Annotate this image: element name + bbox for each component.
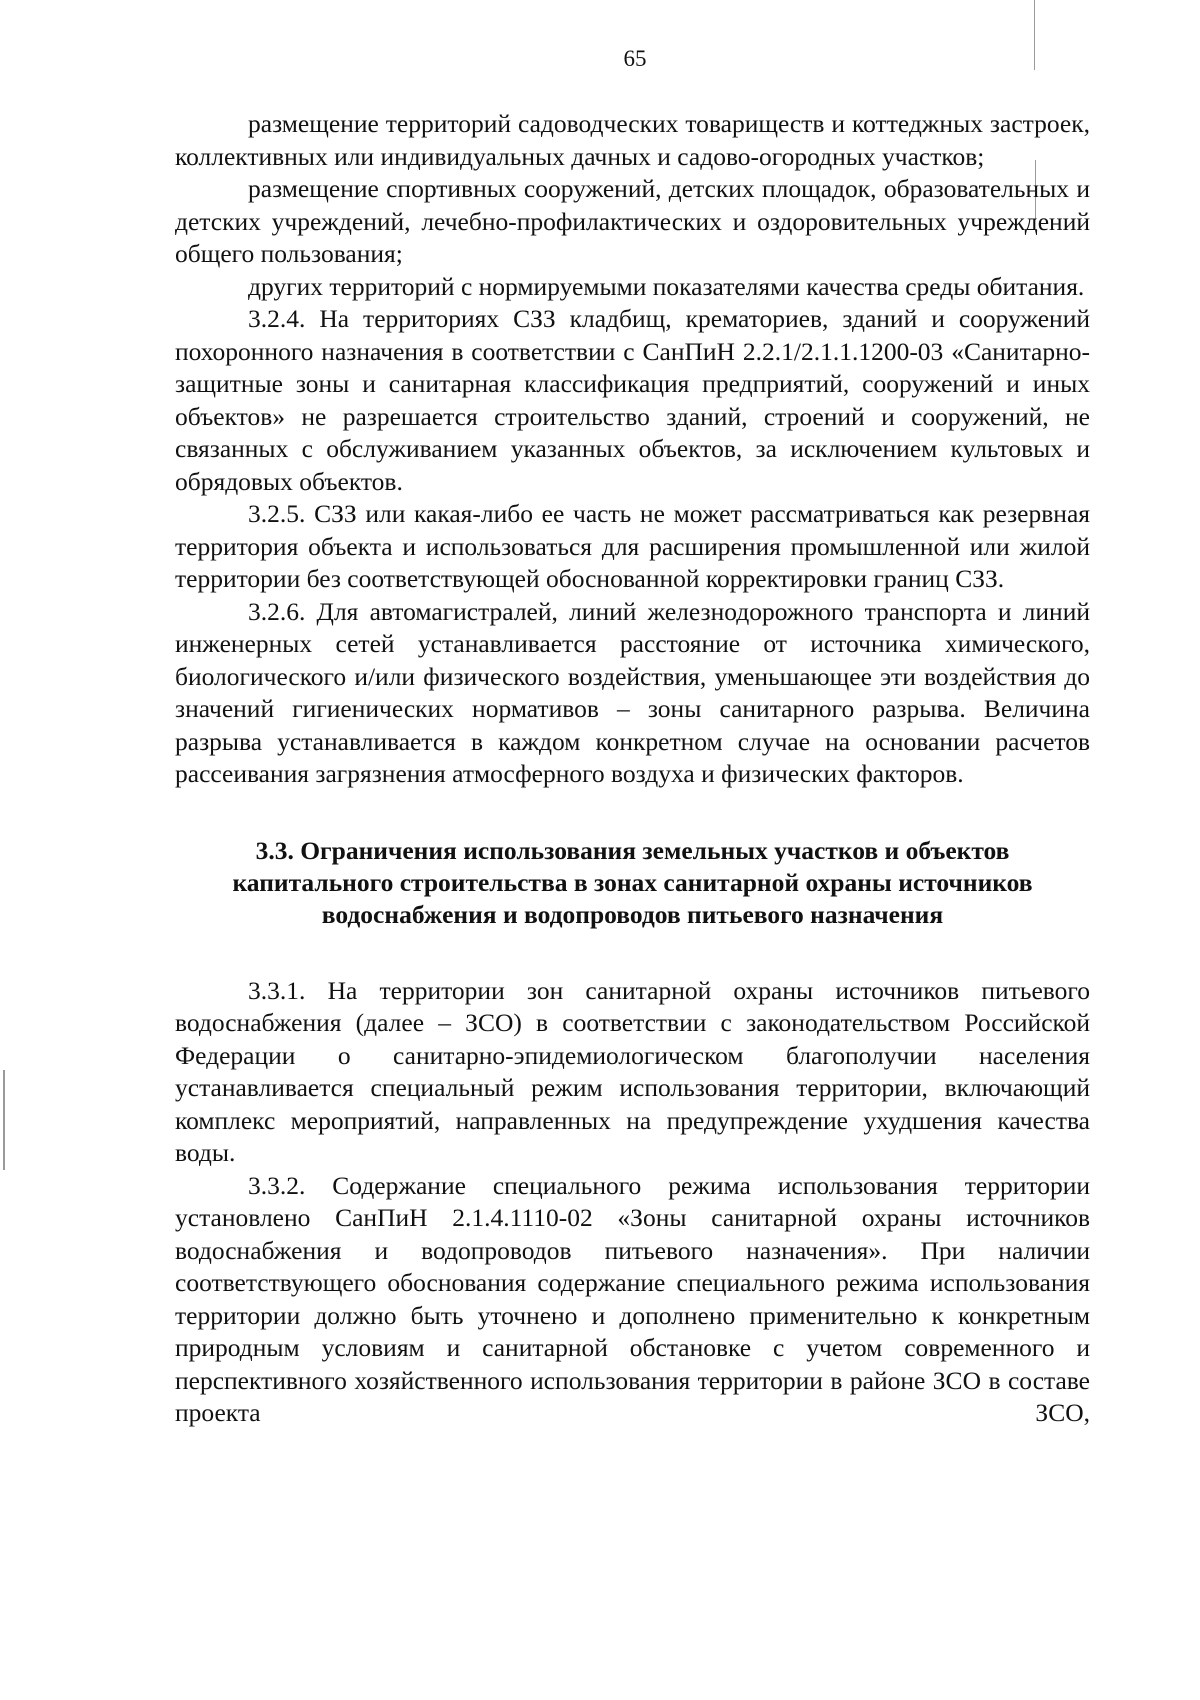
document-body xyxy=(175,108,1090,1430)
paragraph-3-2-6: 3.2.6. Для автомагистралей, линий железнодорожного транспорта и линий инженерных сетей устанавливается расстояние от источника химического, биологического и/или физического воздействия, уменьшающее эти воздействия до значений гигиенических нормативов – зоны санитарного разрыва. Величина разрыва устанавливается в каждом конкретном случае на основании расчетов рассеивания загрязнения атмосферного воздуха и физических факторов. xyxy=(175,596,1090,788)
paragraph-3-3-1: 3.3.1. На территории зон санитарной охраны источников питьевого водоснабжения (далее – ЗСО) в соответствии с законодательством Российской Федерации о санитарно-эпидемиологическом благополучии населения устанавливается специальный режим использования территории, включающий комплекс мероприятий, направленных на предупреждение ухудшения качества воды. xyxy=(175,975,1090,1167)
section-heading-3-3: 3.3. Ограничения использования земельных участков и объектов капитального строительства в зонах санитарной охраны источников водоснабжения и водопроводов питьевого назначения xyxy=(232,835,1033,929)
scan-artifact-left xyxy=(3,1070,5,1170)
paragraph-3-2-5: 3.2.5. СЗЗ или какая-либо ее часть не может рассматриваться как резервная территория объекта и использоваться для расширения промышленной или жилой территории без соответствующей обоснованной корректировки границ СЗЗ. xyxy=(175,499,1090,593)
paragraph-3-2-4: 3.2.4. На территориях СЗЗ кладбищ, крематориев, зданий и сооружений похоронного назначения в соответствии с СанПиН 2.2.1/2.1.1.1200-03 «Санитарно-защитные зоны и санитарная классификация предприятий, сооружений и иных объектов» не разрешается строительство зданий, строений и сооружений, не связанных с обслуживанием указанных объектов, за исключением культовых и обрядовых объектов. xyxy=(175,304,1090,496)
paragraph-sports-facilities: размещение спортивных сооружений, детских площадок, образовательных и детских учреждений, лечебно-профилактических и оздоровительных учреждений общего пользования; xyxy=(175,174,1090,268)
paragraph-3-3-2: 3.3.2. Содержание специального режима использования территории установлено СанПиН 2.1.4.1110-02 «Зоны санитарной охраны источников водоснабжения и водопроводов питьевого назначения». При наличии соответствующего обоснования содержание специального режима использования территории должно быть уточнено и дополнено применительно к конкретным природным условиям и санитарной обстановке с учетом современного и перспективного хозяйственного использования территории в районе ЗСО в составе проекта ЗСО, xyxy=(175,1170,1090,1427)
paragraph-gardening-territories: размещение территорий садоводческих товариществ и коттеджных застроек, коллективных или индивидуальных дачных и садово-огородных участков; xyxy=(175,109,1090,171)
paragraph-other-territories: других территорий с нормируемыми показателями качества среды обитания. xyxy=(248,271,1085,301)
page-number: 65 xyxy=(623,46,647,71)
